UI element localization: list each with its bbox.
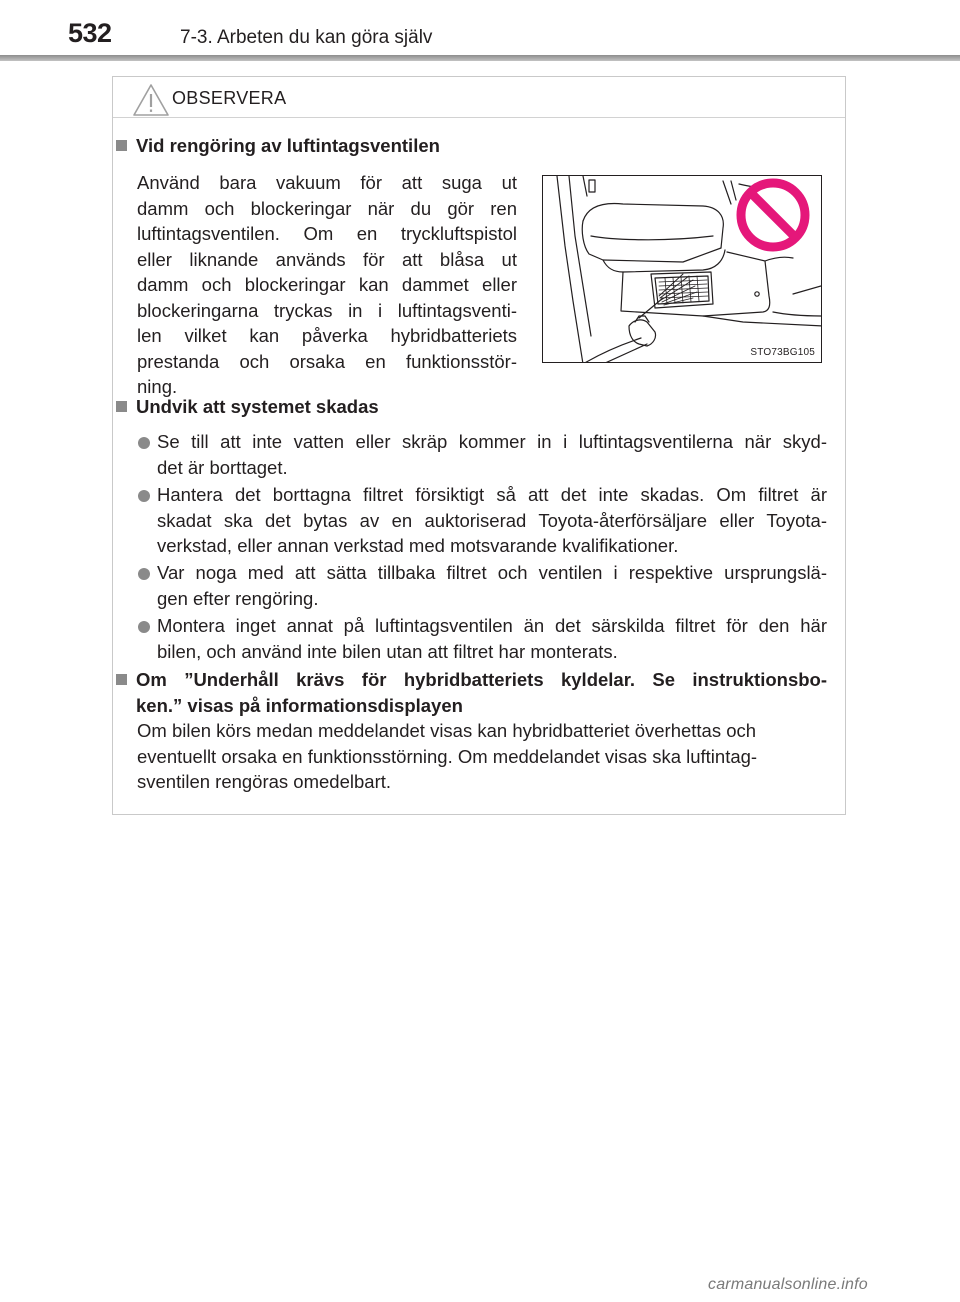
notice-header	[113, 77, 845, 118]
text-line: ning.	[137, 376, 178, 397]
text-line: eller liknande används för att blåsa ut	[137, 248, 517, 270]
text-line: Var noga med att sätta tillbaka filtret och ventilen i respektive ursprungslä-	[157, 562, 827, 583]
section-marker	[116, 140, 127, 151]
text-line: ken.” visas på informationsdisplayen	[136, 695, 463, 716]
section-heading-maintenance-message	[136, 667, 827, 719]
air-intake-illustration	[542, 175, 822, 363]
maintenance-paragraph	[137, 718, 827, 795]
text-line: Hantera det borttagna filtret försiktigt så att det inte skadas. Om filtret är	[157, 484, 827, 505]
text-line: bilen, och använd inte bilen utan att filtret har monterats.	[157, 640, 618, 662]
bullet-item	[157, 613, 827, 664]
text-line: Se till att inte vatten eller skräp kommer in i luftintagsventilerna när skyd-	[157, 431, 827, 452]
bullet-dot	[138, 437, 150, 449]
text-line: damm och blockeringar när du gör ren	[137, 197, 517, 219]
text-line: len vilket kan påverka hybridbatteriets	[137, 325, 517, 346]
text-line: Om ”Underhåll krävs för hybridbatteriets kyldelar. Se instruktionsbo-	[136, 669, 827, 690]
page-number: 532	[68, 18, 112, 48]
text-line: verkstad, eller annan verkstad med motsvarande kvalifikationer.	[157, 535, 679, 556]
bullet-dot	[138, 621, 150, 633]
cleaning-paragraph	[137, 170, 517, 400]
text-line: skadat ska det bytas av en auktoriserad Toyota-återförsäljare eller Toyota-	[157, 509, 827, 531]
bullet-dot	[138, 568, 150, 580]
section-marker	[116, 674, 127, 685]
text-line: luftintagsventilen. Om en tryckluftspistol	[137, 223, 517, 244]
illustration-drawing	[543, 176, 822, 363]
text-line: prestanda och orsaka en funktionsstör-	[137, 350, 517, 372]
text-line: Om bilen körs medan meddelandet visas kan hybridbatteriet överhettas och	[137, 720, 757, 741]
bullet-item	[157, 482, 827, 559]
warning-triangle-icon	[132, 83, 170, 117]
text-line: blockeringarna tryckas in i luftintagsventi-	[137, 299, 517, 321]
text-line: eventuellt orsaka en funktionsstörning. Om meddelandet visas ska luftintag-	[137, 745, 758, 767]
text-line: gen efter rengöring.	[157, 587, 319, 609]
prohibited-icon	[741, 183, 805, 247]
figure-code: STO73BG105	[750, 347, 815, 358]
section-title: 7-3. Arbeten du kan göra själv	[180, 27, 433, 48]
text-line: damm och blockeringar kan dammet eller	[137, 274, 517, 295]
bullet-dot	[138, 490, 150, 502]
text-line: det är borttaget.	[157, 456, 288, 478]
text-line: Montera inget annat på luftintagsventilen än det särskilda filtret för den här	[157, 615, 827, 636]
text-line: sventilen rengöras omedelbart.	[137, 771, 392, 792]
notice-label: OBSERVERA	[172, 88, 287, 108]
section-marker	[116, 401, 127, 412]
bullet-item	[157, 560, 827, 611]
section-heading-cleaning: Vid rengöring av luftintagsventilen	[136, 135, 440, 156]
bullet-item	[157, 429, 827, 480]
text-line: Använd bara vakuum för att suga ut	[137, 172, 517, 193]
section-heading-avoid-damage: Undvik att systemet skadas	[136, 396, 379, 417]
header-rule	[0, 55, 960, 61]
watermark: carmanualsonline.info	[708, 1276, 868, 1293]
